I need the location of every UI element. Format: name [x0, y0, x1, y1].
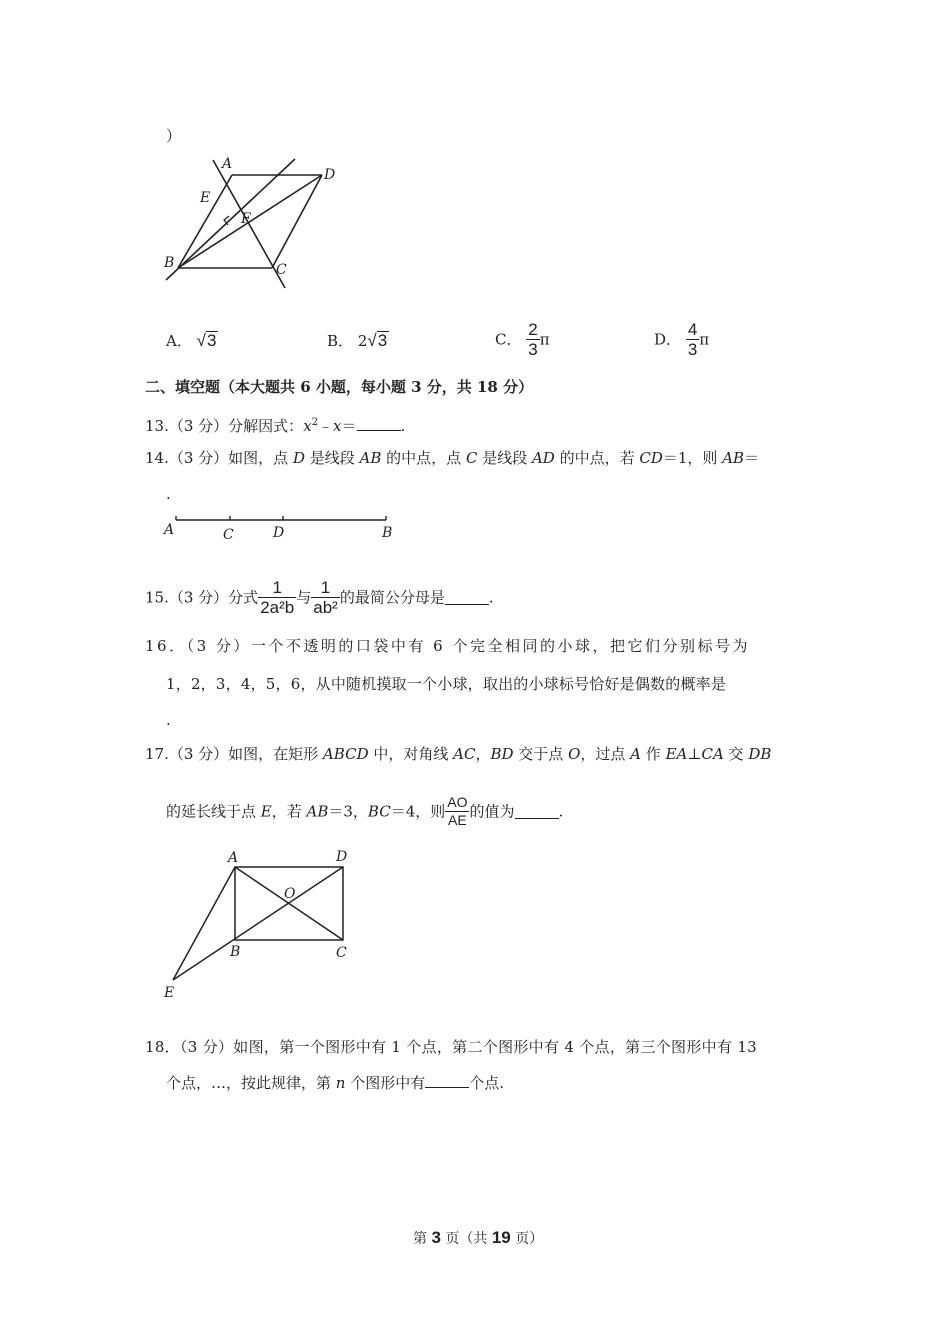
q12-option-b: B． 2√3 — [327, 331, 388, 350]
q12-right-angle-mark — [224, 216, 229, 225]
q17-label-c: C — [336, 945, 347, 961]
answer-blank — [425, 1073, 469, 1088]
page-footer: 第 3 页（共 19 页） — [413, 1228, 544, 1247]
q17-label-d: D — [336, 849, 348, 865]
q12-label-c: C — [276, 262, 287, 278]
q17-label-b: B — [230, 944, 241, 960]
section-title: 二、填空题（本大题共 6 小题，每小题 3 分，共 18 分） — [145, 378, 534, 396]
q12-label-f: F — [241, 211, 251, 227]
sqrt-icon: √3 — [196, 331, 217, 350]
q12-edge-dc — [272, 175, 322, 268]
question-14: 14.（3 分）如图，点 D 是线段 AB 的中点，点 C 是线段 AD 的中点，若 CD＝1，则 AB＝ — [145, 449, 760, 467]
q12-edge-ba — [178, 175, 232, 268]
answer-blank — [445, 590, 489, 605]
question-13: 13.（3 分）分解因式：$x^2﹣x=$ . — [145, 417, 406, 435]
q12-option-d: D． $\frac{4}{3}$ π — [654, 320, 710, 359]
q17-label-e: E — [164, 985, 175, 1001]
q12-label-e: E — [200, 190, 211, 206]
sqrt-icon: √3 — [367, 331, 388, 350]
q12-label-b: B — [164, 255, 175, 271]
q12-label-a: A — [222, 156, 233, 172]
q17-line2: 的延长线于点 E，若 AB＝3，BC＝4，则 $\frac{AO}{AE}$ 的值为 . — [166, 794, 564, 828]
answer-blank — [515, 804, 559, 819]
q14-figure — [160, 510, 400, 545]
q18-line2: 个点，…，按此规律，第 n 个图形中有 个点. — [166, 1074, 505, 1092]
question-17: 17.（3 分）如图，在矩形 ABCD 中，对角线 AC，BD 交于点 O，过点 A 作 EA⊥CA 交 DB — [145, 745, 772, 763]
q16-line3: . — [166, 711, 171, 729]
q12-tail: ） — [166, 127, 182, 145]
q16-line2: 1，2，3，4，5，6，从中随机摸取一个小球，取出的小球标号恰好是偶数的概率是 — [166, 675, 727, 693]
q18-line1: 18．（3 分）如图，第一个图形中有 1 个点，第二个图形中有 4 个点，第三个图形中有 13 — [145, 1038, 758, 1056]
q14-label-c: C — [223, 527, 234, 543]
q14-label-d: D — [273, 525, 285, 541]
q17-segment-ea — [173, 867, 235, 980]
question-15: 15.（3 分）分式 $\frac{1}{\text{2a²b}}$ 与 $\frac{1}{\text{ab²}}$ 的最简公分母是 . — [145, 578, 494, 617]
q14-label-b: B — [382, 525, 393, 541]
q16-line1: 16．（3 分）一个不透明的口袋中有 6 个完全相同的小球，把它们分别标号为 — [145, 637, 750, 655]
q12-label-d: D — [324, 167, 336, 183]
q14-line2: . — [166, 485, 171, 503]
q17-label-a: A — [228, 850, 239, 866]
q17-label-o: O — [284, 886, 296, 902]
q12-figure — [150, 150, 350, 295]
q12-option-a: A． √3 — [166, 331, 217, 350]
q12-option-c: C． $\frac{2}{3}$ π — [495, 320, 550, 359]
answer-blank — [357, 416, 401, 431]
q17-figure — [160, 845, 360, 1005]
q14-label-a: A — [164, 522, 175, 538]
